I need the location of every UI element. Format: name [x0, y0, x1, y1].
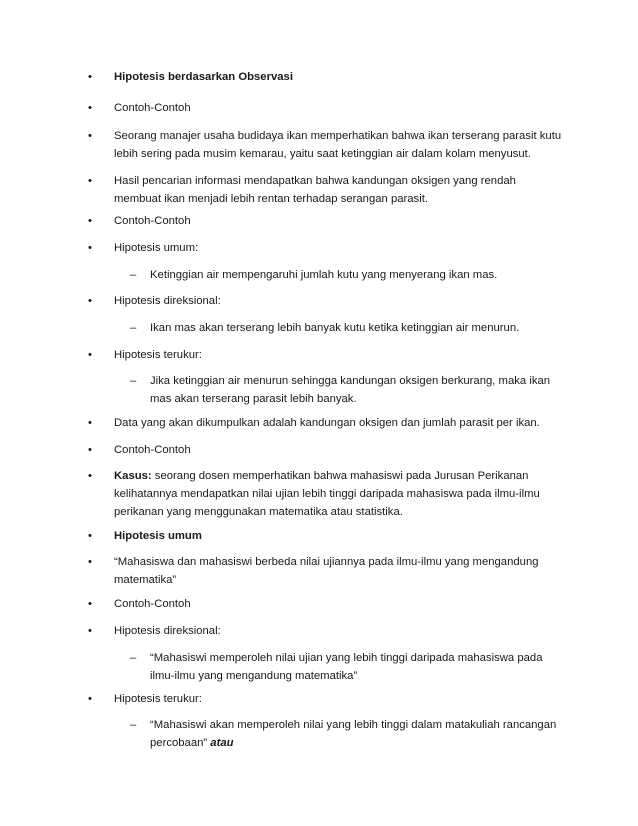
- list-item: Hipotesis terukur:: [114, 693, 202, 705]
- list-item: Seorang manajer usaha budidaya ikan memperhatikan bahwa ikan terserang parasit kutu lebih sering pada musim kemarau, yaitu saat ketinggian air dalam kolam menyusut.: [114, 130, 562, 160]
- sub-list-item: Jika ketinggian air menurun sehingga kandungan oksigen berkurang, maka ikan mas akan terserang parasit lebih banyak.: [150, 375, 551, 405]
- list-item: Hasil pencarian informasi mendapatkan bahwa kandungan oksigen yang rendah membuat ikan menjadi lebih rentan terhadap serangan parasit.: [114, 175, 516, 205]
- list-item: Hipotesis direksional:: [114, 625, 221, 637]
- bullet: •: [88, 530, 92, 542]
- quote-text: “Mahasiswi akan memperoleh nilai yang lebih tinggi dalam matakuliah rancangan percobaan”: [150, 719, 557, 749]
- bullet: •: [88, 175, 92, 187]
- sub-bullet: –: [130, 269, 137, 281]
- sub-bullet: –: [130, 652, 137, 664]
- bullet: •: [88, 444, 92, 456]
- list-item: Hipotesis terukur:: [114, 349, 202, 361]
- list-item: Data yang akan dikumpulkan adalah kandungan oksigen dan jumlah parasit per ikan.: [114, 417, 540, 429]
- list-item: “Mahasiswa dan mahasiswi berbeda nilai ujiannya pada ilmu-ilmu yang mengandung matematika”: [114, 556, 539, 586]
- bullet: •: [88, 295, 92, 307]
- kasus-label: Kasus:: [114, 470, 152, 482]
- sub-list-item: “Mahasiswi memperoleh nilai ujian yang lebih tinggi daripada mahasiswa pada ilmu-ilmu yang mengandung matematika”: [150, 652, 543, 682]
- bullet: •: [88, 470, 92, 482]
- sub-list-item: Ketinggian air mempengaruhi jumlah kutu yang menyerang ikan mas.: [150, 269, 498, 281]
- sub-list-item-atau: [150, 716, 560, 752]
- list-item: Hipotesis umum:: [114, 242, 199, 254]
- heading-hipotesis-umum: Hipotesis umum: [114, 530, 202, 542]
- bullet: •: [88, 349, 92, 361]
- sub-list-item: Ikan mas akan terserang lebih banyak kutu ketika ketinggian air menurun.: [150, 322, 520, 334]
- bullet: •: [88, 102, 92, 114]
- bullet: •: [88, 598, 92, 610]
- list-item: Contoh-Contoh: [114, 215, 191, 227]
- kasus-text: seorang dosen memperhatikan bahwa mahasiswi pada Jurusan Perikanan kelihatannya mendapatkan nilai ujian lebih tinggi daripada mahasiswa pada ilmu-ilmu perikanan yang menggunakan matematika atau statistika.: [114, 470, 540, 518]
- heading-observasi: Hipotesis berdasarkan Observasi: [114, 71, 293, 83]
- sub-bullet: –: [130, 375, 137, 387]
- list-item: Contoh-Contoh: [114, 102, 191, 114]
- bullet: •: [88, 242, 92, 254]
- bullet: •: [88, 556, 92, 568]
- list-item-kasus: [114, 467, 564, 521]
- list-item: Contoh-Contoh: [114, 598, 191, 610]
- sub-bullet: –: [130, 719, 137, 731]
- bullet: •: [88, 625, 92, 637]
- list-item: Contoh-Contoh: [114, 444, 191, 456]
- bullet: •: [88, 71, 92, 83]
- sub-bullet: –: [130, 322, 137, 334]
- bullet: •: [88, 417, 92, 429]
- list-item: Hipotesis direksional:: [114, 295, 221, 307]
- bullet: •: [88, 130, 92, 142]
- bullet: •: [88, 215, 92, 227]
- atau-emphasis: atau: [207, 737, 234, 749]
- bullet: •: [88, 693, 92, 705]
